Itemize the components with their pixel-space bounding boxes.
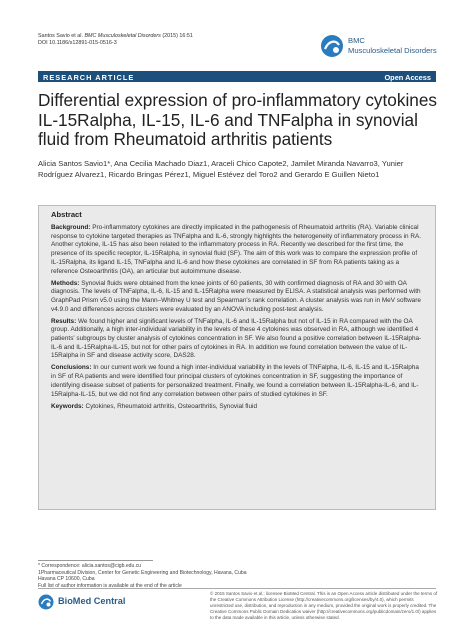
abstract-box: [38, 205, 436, 510]
footer-divider: [38, 588, 436, 589]
abstract-heading: Abstract: [51, 210, 82, 219]
footnotes: [38, 560, 247, 589]
biomed-central-icon: [38, 594, 54, 610]
article-type: RESEARCH ARTICLE: [43, 72, 135, 82]
correspondence: * Correspondence: alicia.santos@cigb.edu.cu: [38, 563, 142, 569]
article-title: Differential expression of pro-inflammatory cytokines IL-15Ralpha, IL-15, IL-6 and TNFalpha in synovial fluid from Rheumatoid arthritis patients: [38, 90, 437, 149]
license-text: © 2015 Santos Savio et al.; licensee BioMed Central. This is an Open Access article distributed under the terms of the Creative Commons Attribution License (http://creativecommons.org/licenses/by/4.0), which permits unrestricted use, distribution, and reproduction in any medium, provided the original work is properly credited. The Creative Commons Public Domain Dedication waiver (http://creativecommons.org/publicdomain/zero/1.0/) applies to the data made available in this article, unless otherwise stated.: [210, 591, 438, 620]
abstract-background: Background: Pro-inflammatory cytokines are directly implicated in the pathogenesis of Rheumatoid arthritis (RA). Variable clinical response to cytokine targeted therapies as TNFalpha and IL-6, strongly highlights the heterogeneity of inflammatory process in RA. Another cytokine, IL-15 has also been related to the inflammatory process in RA. Recently we described for the first time, the presence of its specific receptor, IL-15Ralpha, in synovial fluid (SF). The aim of this work was to compare the expression profile of IL-15Ralpha, its ligand IL-15, TNFalpha and IL-6 and how these cytokines are correlated in SF from RA patients taking as a reference Osteoarthritis (OA), an articular but autoimmune disease.: [51, 224, 422, 275]
bmc-logo-icon: [320, 34, 344, 58]
footnote-divider: [38, 560, 153, 561]
publisher-line-2: Musculoskeletal Disorders: [348, 46, 437, 55]
doi: DOI 10.1186/s12891-015-0516-3: [38, 40, 117, 46]
publisher-line-1: BMC: [348, 36, 365, 45]
citation-line: Santos Savio et al. BMC Musculoskeletal Disorders (2015) 16:51: [38, 33, 193, 39]
affiliation-address: Havana CP 10600, Cuba: [38, 576, 95, 582]
author-info-note: Full list of author information is available at the end of the article: [38, 582, 182, 589]
affiliation: 1Pharmaceutical Division, Center for Genetic Engineering and Biotechnology, Havana, Cuba: [38, 569, 247, 576]
biomed-central-label: BioMed Central: [58, 596, 126, 606]
article-banner: [38, 71, 436, 82]
author-list: Alicia Santos Savio1*, Ana Cecilia Machado Diaz1, Araceli Chico Capote2, Jamilet Miranda Navarro3, Yunier Rodríguez Alvarez1, Ricardo Bringas Pérez1, Miguel Estévez del Toro2 and Gerardo E Guillen Nieto1: [38, 159, 404, 179]
abstract-results: Results: We found higher and significant levels of TNFalpha, IL-6 and IL-15Ralpha but not of IL-15 in RA compared with the OA group. Additionally, a high inter-individual variability in the levels of these 4 cytokines was observed in RA, although we identified 4 patients' subgroups by cluster analysis of cytokines concentration in SF. We also found a positive correlation between IL-15Ralpha-IL-6 and IL-15Ralpha-IL-15, but not for other pairs of cytokines in RA. In addition we found correlation between the value of IL-15Ralpha in SF and disease activity score, DAS28.: [51, 317, 422, 360]
journal-header: [38, 33, 193, 47]
biomed-central-logo: [38, 594, 148, 612]
open-access-label: Open Access: [384, 72, 431, 82]
abstract-keywords: Keywords: Cytokines, Rheumatoid arthritis, Osteoarthritis, Synovial fluid: [51, 402, 258, 410]
bmc-journal-logo: [320, 32, 440, 62]
abstract-methods: Methods: Synovial fluids were obtained from the knee joints of 60 patients, 30 with confirmed diagnosis of RA and 30 with OA diagnosis. The levels of TNFalpha, IL-6, IL-15 and IL-15Ralpha were measured by ELISA. A statistical analysis was performed with GraphPad Prism v5.0 using the Mann–Whitney U test and Spearman's rank correlation. A cluster analysis was run in MeV software v4.9.0 and differences across clusters were evaluated by an ANOVA including post-test analysis.: [51, 279, 421, 313]
abstract-conclusions: Conclusions: In our current work we found a high inter-individual variability in the levels of TNFalpha, IL-6, IL-15 and IL-15Ralpha in SF of RA patients and were identified four principal clusters of cytokines concentration in SF, suggesting the importance of identifying disease subset of patients for personalized treatment. Finally, we found a correlation between IL-15Ralpha-IL-6, and IL-15Ralpha-IL-15, but we did not find any correlation between other pairs of studied cytokines in SF.: [51, 364, 419, 398]
